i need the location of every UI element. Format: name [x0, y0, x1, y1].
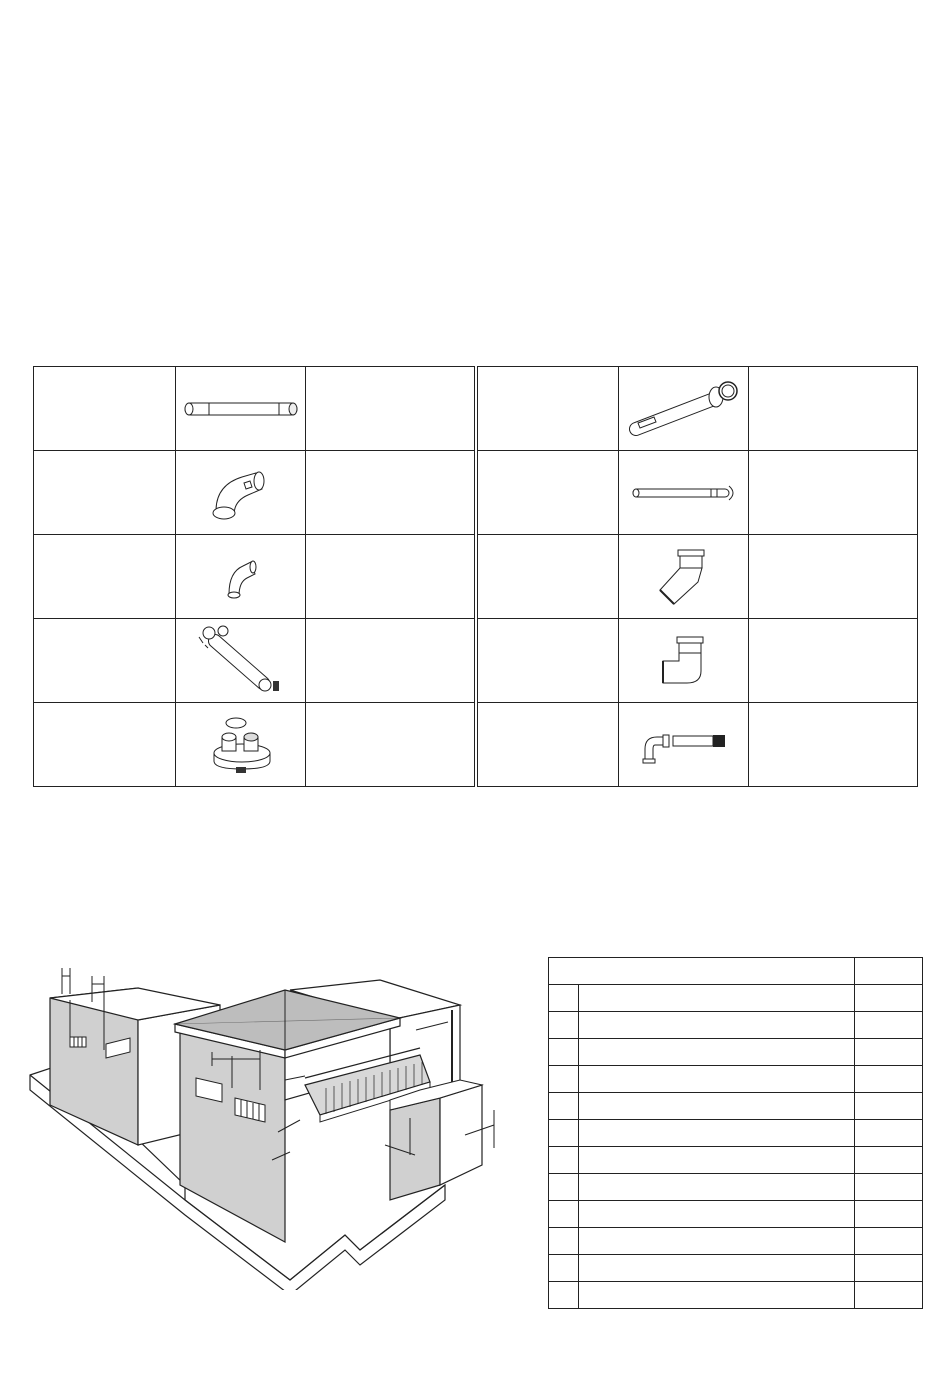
part-ref-cell — [34, 535, 176, 619]
legend-value — [855, 1093, 923, 1120]
legend-header-value — [855, 958, 923, 985]
legend-key — [549, 1201, 579, 1228]
table-row — [34, 619, 475, 703]
part-ref-cell — [34, 703, 176, 787]
table-row — [478, 535, 918, 619]
table-row — [549, 1066, 923, 1093]
legend-label — [579, 1174, 855, 1201]
part-description-cell — [306, 619, 475, 703]
legend-label — [579, 1282, 855, 1309]
legend-value — [855, 1012, 923, 1039]
table-row — [549, 1012, 923, 1039]
table-row — [549, 1120, 923, 1147]
table-row — [478, 451, 918, 535]
part-ref-cell — [478, 451, 619, 535]
house-terminal-positions-icon — [20, 960, 520, 1290]
part-ref-cell — [34, 619, 176, 703]
table-row — [549, 1201, 923, 1228]
part-ref-cell — [34, 367, 176, 451]
small-elbow-icon — [221, 552, 261, 602]
parts-table-right — [477, 366, 918, 787]
part-description-cell — [749, 451, 918, 535]
part-ref-cell — [478, 367, 619, 451]
legend-key — [549, 1093, 579, 1120]
legend-value — [855, 1228, 923, 1255]
legend-label — [579, 985, 855, 1012]
table-row — [549, 1174, 923, 1201]
legend-key — [549, 1147, 579, 1174]
right-angle-bend-icon — [657, 631, 711, 691]
table-row — [478, 367, 918, 451]
legend-value — [855, 1255, 923, 1282]
table-row — [34, 367, 475, 451]
extension-pipe-icon — [629, 481, 739, 505]
part-description-cell — [749, 535, 918, 619]
table-row — [549, 1282, 923, 1309]
terminal-pipe-icon — [624, 377, 744, 441]
part-ref-cell — [478, 703, 619, 787]
twin-adaptor-icon — [206, 713, 276, 777]
legend-header-row — [549, 958, 923, 985]
legend-label — [579, 1228, 855, 1255]
table-row — [549, 1039, 923, 1066]
table-row — [549, 1255, 923, 1282]
legend-value — [855, 1147, 923, 1174]
legend-value — [855, 1201, 923, 1228]
part-description-cell — [749, 619, 918, 703]
table-row — [34, 703, 475, 787]
legend-value — [855, 1282, 923, 1309]
legend-key — [549, 1174, 579, 1201]
legend-value — [855, 1066, 923, 1093]
straight-pipe-icon — [179, 394, 303, 424]
table-row — [549, 1228, 923, 1255]
part-description-cell — [749, 703, 918, 787]
part-description-cell — [749, 367, 918, 451]
part-ref-cell — [478, 619, 619, 703]
legend-header-label — [549, 958, 855, 985]
legend-key — [549, 1012, 579, 1039]
legend-value — [855, 1174, 923, 1201]
legend-label — [579, 1255, 855, 1282]
part-description-cell — [306, 367, 475, 451]
legend-key — [549, 1282, 579, 1309]
legend-value — [855, 1039, 923, 1066]
part-description-cell — [306, 703, 475, 787]
part-ref-cell — [34, 451, 176, 535]
angled-bend-icon — [654, 544, 714, 610]
table-row — [34, 451, 475, 535]
table-row — [549, 985, 923, 1012]
legend-label — [579, 1066, 855, 1093]
part-ref-cell — [478, 535, 619, 619]
table-row — [478, 703, 918, 787]
legend-label — [579, 1201, 855, 1228]
legend-label — [579, 1039, 855, 1066]
legend-label — [579, 1012, 855, 1039]
legend-table — [548, 957, 923, 1309]
legend-key — [549, 1066, 579, 1093]
legend-value — [855, 985, 923, 1012]
table-row — [34, 535, 475, 619]
elbow-with-pipe-icon — [639, 725, 729, 765]
table-row — [478, 619, 918, 703]
parts-table-left — [33, 366, 475, 787]
part-description-cell — [306, 535, 475, 619]
legend-label — [579, 1120, 855, 1147]
legend-value — [855, 1120, 923, 1147]
large-elbow-icon — [206, 463, 276, 523]
table-row — [549, 1147, 923, 1174]
legend-key — [549, 985, 579, 1012]
legend-label — [579, 1093, 855, 1120]
table-row — [549, 1093, 923, 1120]
legend-label — [579, 1147, 855, 1174]
part-description-cell — [306, 451, 475, 535]
legend-key — [549, 1039, 579, 1066]
flue-kit-icon — [191, 621, 291, 701]
legend-key — [549, 1228, 579, 1255]
legend-key — [549, 1255, 579, 1282]
legend-key — [549, 1120, 579, 1147]
